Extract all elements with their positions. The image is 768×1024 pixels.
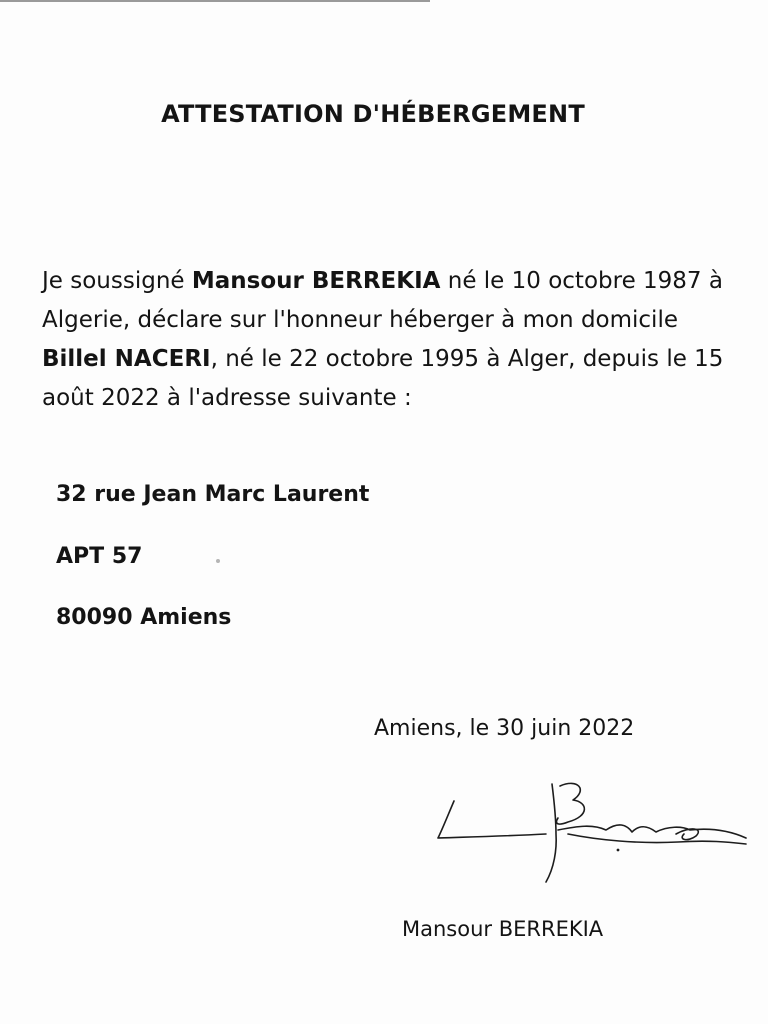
intro-part-3: , né le 22 octobre 1995 à Alger, depuis le 15 août 2022 à l'adresse suivante :: [42, 346, 724, 411]
scan-speck: [216, 559, 220, 563]
scan-edge: [0, 0, 430, 2]
intro-part-1: Je soussigné: [42, 268, 192, 294]
attestation-text: [42, 262, 732, 418]
intro-part-2: né le 10 octobre 1987 à Algerie, déclare sur l'honneur héberger à mon domicile: [42, 268, 723, 333]
guest-name: Billel NACERI: [42, 346, 211, 372]
address-city: 80090 Amiens: [56, 605, 232, 630]
address-apartment: APT 57: [56, 544, 143, 569]
address-street: 32 rue Jean Marc Laurent: [56, 482, 370, 507]
place-and-date: Amiens, le 30 juin 2022: [374, 716, 635, 741]
handwritten-signature: [428, 770, 752, 890]
signatory-name: Mansour BERREKIA: [402, 917, 604, 941]
host-name: Mansour BERREKIA: [191, 268, 441, 294]
document-title: ATTESTATION D'HÉBERGEMENT: [161, 100, 585, 128]
